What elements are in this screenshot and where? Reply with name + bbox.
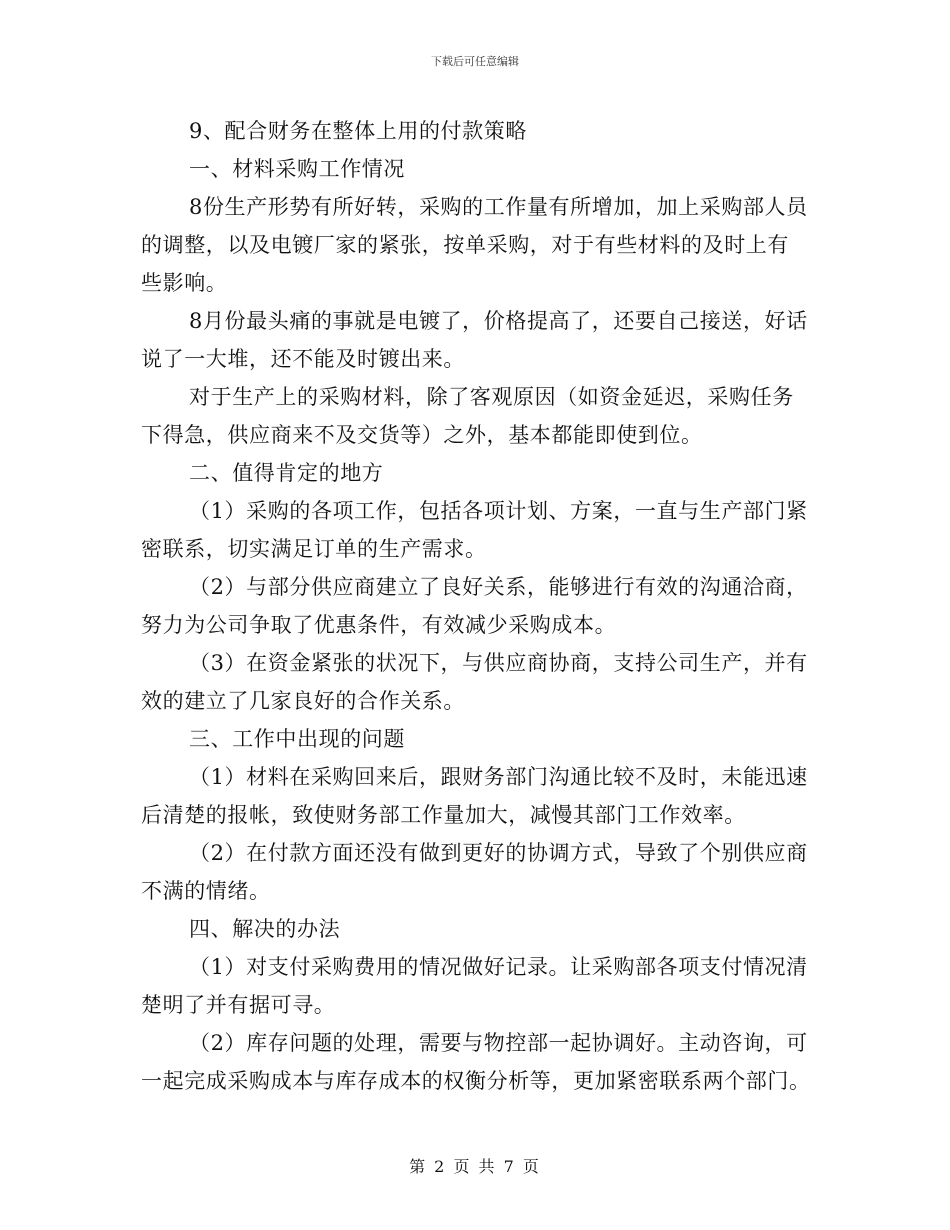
document-body [141,112,811,1100]
text-line: 效的建立了几家良好的合作关系。 [141,689,465,713]
text-line: 8份生产形势有所好转，采购的工作量有所增加，加上采购部人员 [189,195,808,219]
text-line: 一、材料采购工作情况 [189,157,405,181]
text-line: 三、工作中出现的问题 [189,727,405,751]
text-line: 密联系，切实满足订单的生产需求。 [141,537,487,561]
page-header: 下载后可任意编辑 [431,55,519,68]
text-line: （1）采购的各项工作，包括各项计划、方案，一直与生产部门紧 [189,499,808,523]
text-line: 的调整，以及电镀厂家的紧张，按单采购，对于有些材料的及时上有 [141,233,789,257]
text-line: 努力为公司争取了优惠条件，有效减少采购成本。 [141,613,617,637]
text-line: （2）与部分供应商建立了良好关系，能够进行有效的沟通洽商， [189,575,808,599]
text-line: 一起完成采购成本与库存成本的权衡分析等，更加紧密联系两个部门。 [141,1069,811,1093]
text-line: （3）在资金紧张的状况下，与供应商协商，支持公司生产，并有 [189,651,808,675]
text-line: 说了一大堆，还不能及时镀出来。 [141,347,465,371]
text-line: 对于生产上的采购材料，除了客观原因（如资金延迟，采购任务 [189,385,794,409]
text-line: 四、解决的办法 [189,917,341,941]
text-line: 些影响。 [141,271,228,295]
text-line: 不满的情绪。 [141,879,271,903]
text-line: （2）库存问题的处理，需要与物控部一起协调好。主动咨询，可 [189,1031,808,1055]
text-line: （1）材料在采购回来后，跟财务部门沟通比较不及时，未能迅速 [189,765,808,789]
text-line: （2）在付款方面还没有做到更好的协调方式，导致了个别供应商 [189,841,808,865]
text-line: 8月份最头痛的事就是电镀了，价格提高了，还要自己接送，好话 [189,309,808,333]
text-line: 下得急，供应商来不及交货等）之外，基本都能即使到位。 [141,423,703,447]
text-line: 楚明了并有据可寻。 [141,993,336,1017]
text-line: （1）对支付采购费用的情况做好记录。让采购部各项支付情况清 [189,955,808,979]
text-line: 后清楚的报帐，致使财务部工作量加大，减慢其部门工作效率。 [141,803,746,827]
page-number-footer: 第 2 页 共 7 页 [409,1157,541,1176]
text-line: 二、值得肯定的地方 [189,461,384,485]
text-line: 9、配合财务在整体上用的付款策略 [189,119,527,143]
